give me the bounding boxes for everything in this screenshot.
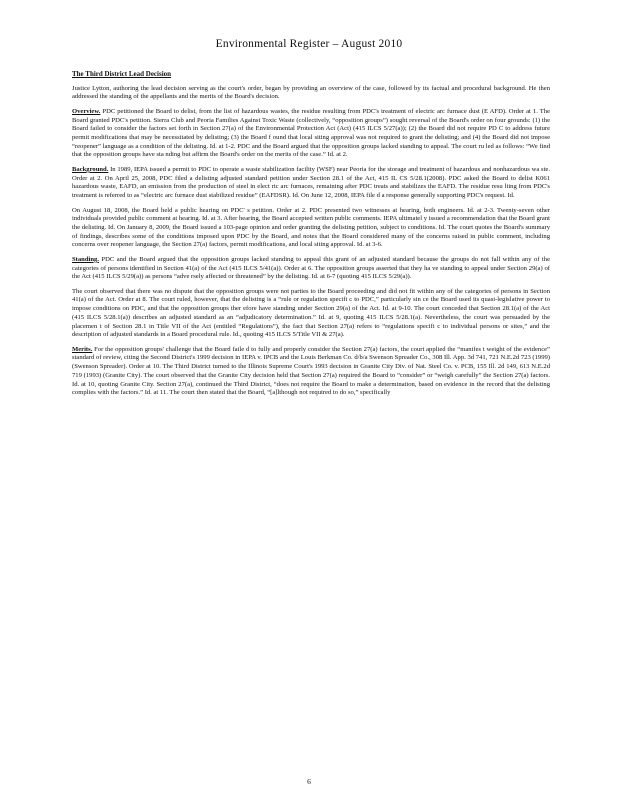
page-body [72, 70, 550, 404]
page-header: Environmental Register – August 2010 [215, 38, 403, 50]
page-number: 6 [307, 777, 311, 786]
paragraph-text: PDC and the Board argued that the opposition groups lacked standing to appeal this grant of an adjusted standard because the groups do not fall within any of the categories of persons identified in Section 41(a) of the Act (415 ILCS 5/41(a)). Order at 6. The opposition groups asserted that they ha ve standing to appeal under Section 29(a) of the Act (415 ILCS 5/29(a)) as persons “adve rsely affected or threatened” by the delisting. Id. at 6-7 (quoting 415 ILCS 5/29(a)). [72, 255, 550, 281]
paragraph-lead-overview: Overview. [72, 107, 101, 115]
paragraph-hearing [72, 207, 550, 251]
paragraph-lead-background: Background. [72, 165, 109, 173]
paragraph-standing [72, 256, 550, 282]
paragraph-intro [72, 85, 550, 102]
paragraph-merits [72, 346, 550, 398]
paragraph-text: PDC petitioned the Board to delist, from the list of hazardous wastes, the residue resulting from PDC's treatment of electric arc furnace dust (E AFD). Order at 1. The Board granted PDC's petition. Sierra Club and Peoria Families Against Toxic Waste (collectively, “opposition groups”) sought reversal of the Board's order on four grounds: (1) the Board failed to consider the factors set forth in Section 27(a) of the Environmental Protection Act (Act) (415 ILCS 5/27(a)); (2) the Board did not require PD C to address future permit modifications that may be necessitated by delisting; (3) the Board f ound that local siting approval was not required to grant the delisting; and (4) the Board did not impose “reopener” language as a condition of the delisting. Id. at 1-2. PDC and the Board argued that the opposition groups lacked standing to appeal. The court ru led as follows: “We find that the opposition groups have sta nding but affirm the Board's order on the merits of the case.” Id. at 2. [72, 107, 550, 159]
paragraph-text: Justice Lytton, authoring the lead decision serving as the court's order, began by providing an overview of the case, followed by its factual and procedural background. He then addressed the standing of the appellants and the merits of the Board's decision. [72, 84, 550, 101]
paragraph-lead-merits: Merits. [72, 345, 93, 353]
paragraph-lead-standing: Standing. [72, 255, 99, 263]
paragraph-background [72, 166, 550, 201]
paragraph-text: In 1989, IEPA issued a permit to PDC to operate a waste stabilization facility (WSF) near Peoria for the storage and treatment of hazardous and nonhazardous wa ste. Order at 2. On April 25, 2008, PDC filed a delisting adjusted standard petition under Section 28.1 of the Act, 415 IL CS 5/28.1(2008). PDC asked the Board to delist K061 hazardous waste, EAFD, an emission from the production of steel in elect ric arc furnaces, remaining after PDC treats and stabilizes the EAFD. The residue resu lting from PDC's treatment is referred to as “electric arc furnace dust stabilized residue” (EAFDSR). Id. On June 12, 2008, IEPA file d a response generally supporting PDC's request. Id. [72, 165, 550, 200]
paragraph-court-observed [72, 288, 550, 340]
paragraph-overview [72, 108, 550, 160]
section-title: The Third District Lead Decision [72, 70, 172, 78]
paragraph-text: For the opposition groups' challenge that the Board faile d to fully and properly consider the Section 27(a) factors, the court applied the “manifes t weight of the evidence” standard of review, citing the Second District's 1999 decision in IEPA v. IPCB and the Louis Berkman Co. d/b/a Swenson Spreader Co., 308 Ill. App. 3d 741, 721 N.E.2d 723 (1999) (Swenson Spreader). Order at 10. The Third District turned to the Illinois Supreme Court's 1993 decision in Granite City Div. of Nat. Steel Co. v. PCB, 155 Ill. 2d 149, 613 N.E.2d 719 (1993) (Granite City). The court observed that the Granite City decision held that Section 27(a) required the Board to “consider” or “weigh carefully” the Section 27(a) factors. Id. at 10, quoting Granite City. Section 27(a), continued the Third District, “does not require the Board to make a determination, based on evidence in the record that the delisting complies with the factors.” Id. at 11. The court then stated that the Board, “[a]lthough not required to do so,” specifically [72, 345, 550, 397]
paragraph-text: On August 18, 2008, the Board held a public hearing on PDC' s petition. Order at 2. PDC presented two witnesses at hearing, both engineers. Id. at 2-3. Twenty-seven other individuals provided public comment at hearing. Id. at 3. After hearing, the Board accepted written public comments. IEPA ultimatel y issued a recommendation that the Board grant the delisting. Id. On January 8, 2009, the Board issued a 103-page opinion and order granting the delisting petition, subject to conditions. Id. The court quotes the Board's summary of findings, describes some of the conditions imposed upon PDC by the Board, and notes that the Board considered many of the concerns raised in public comment, including concerns over reopener language, the Section 27(a) factors, permit modifications, and local siting approval. Id. at 3-6. [72, 206, 550, 249]
paragraph-text: The court observed that there was no dispute that the opposition groups were not parties to the Board proceeding and did not fit within any of the categories of persons in Section 41(a) of the Act. Order at 8. The court ruled, however, that the delisting is a “rule or regulation specifi c to PDC,” particularly sin ce the Board used its quasi-legislative power to impose conditions on PDC, and that the opposition groups ther efore have standing under Section 29(a) of the Act. Id. at 9-10. The court conceded that Section 28.1(a) of the Act (415 ILCS 5/28.1(a)) describes an adjusted standard as an “adjudicatory determination.” Id. at 9, quoting 415 ILCS 5/28.1(a). Nevertheless, the court was persuaded by the placemen t of Section 28.1 in Title VII of the Act (entitled “Regulations”), the fact that Section 27(a) refers to “regulations specifi c to individual persons or sites,” and the description of adjusted standards in a Board procedural rule. Id., quoting 415 ILCS 5/Title VII & 27(a). [72, 287, 550, 339]
